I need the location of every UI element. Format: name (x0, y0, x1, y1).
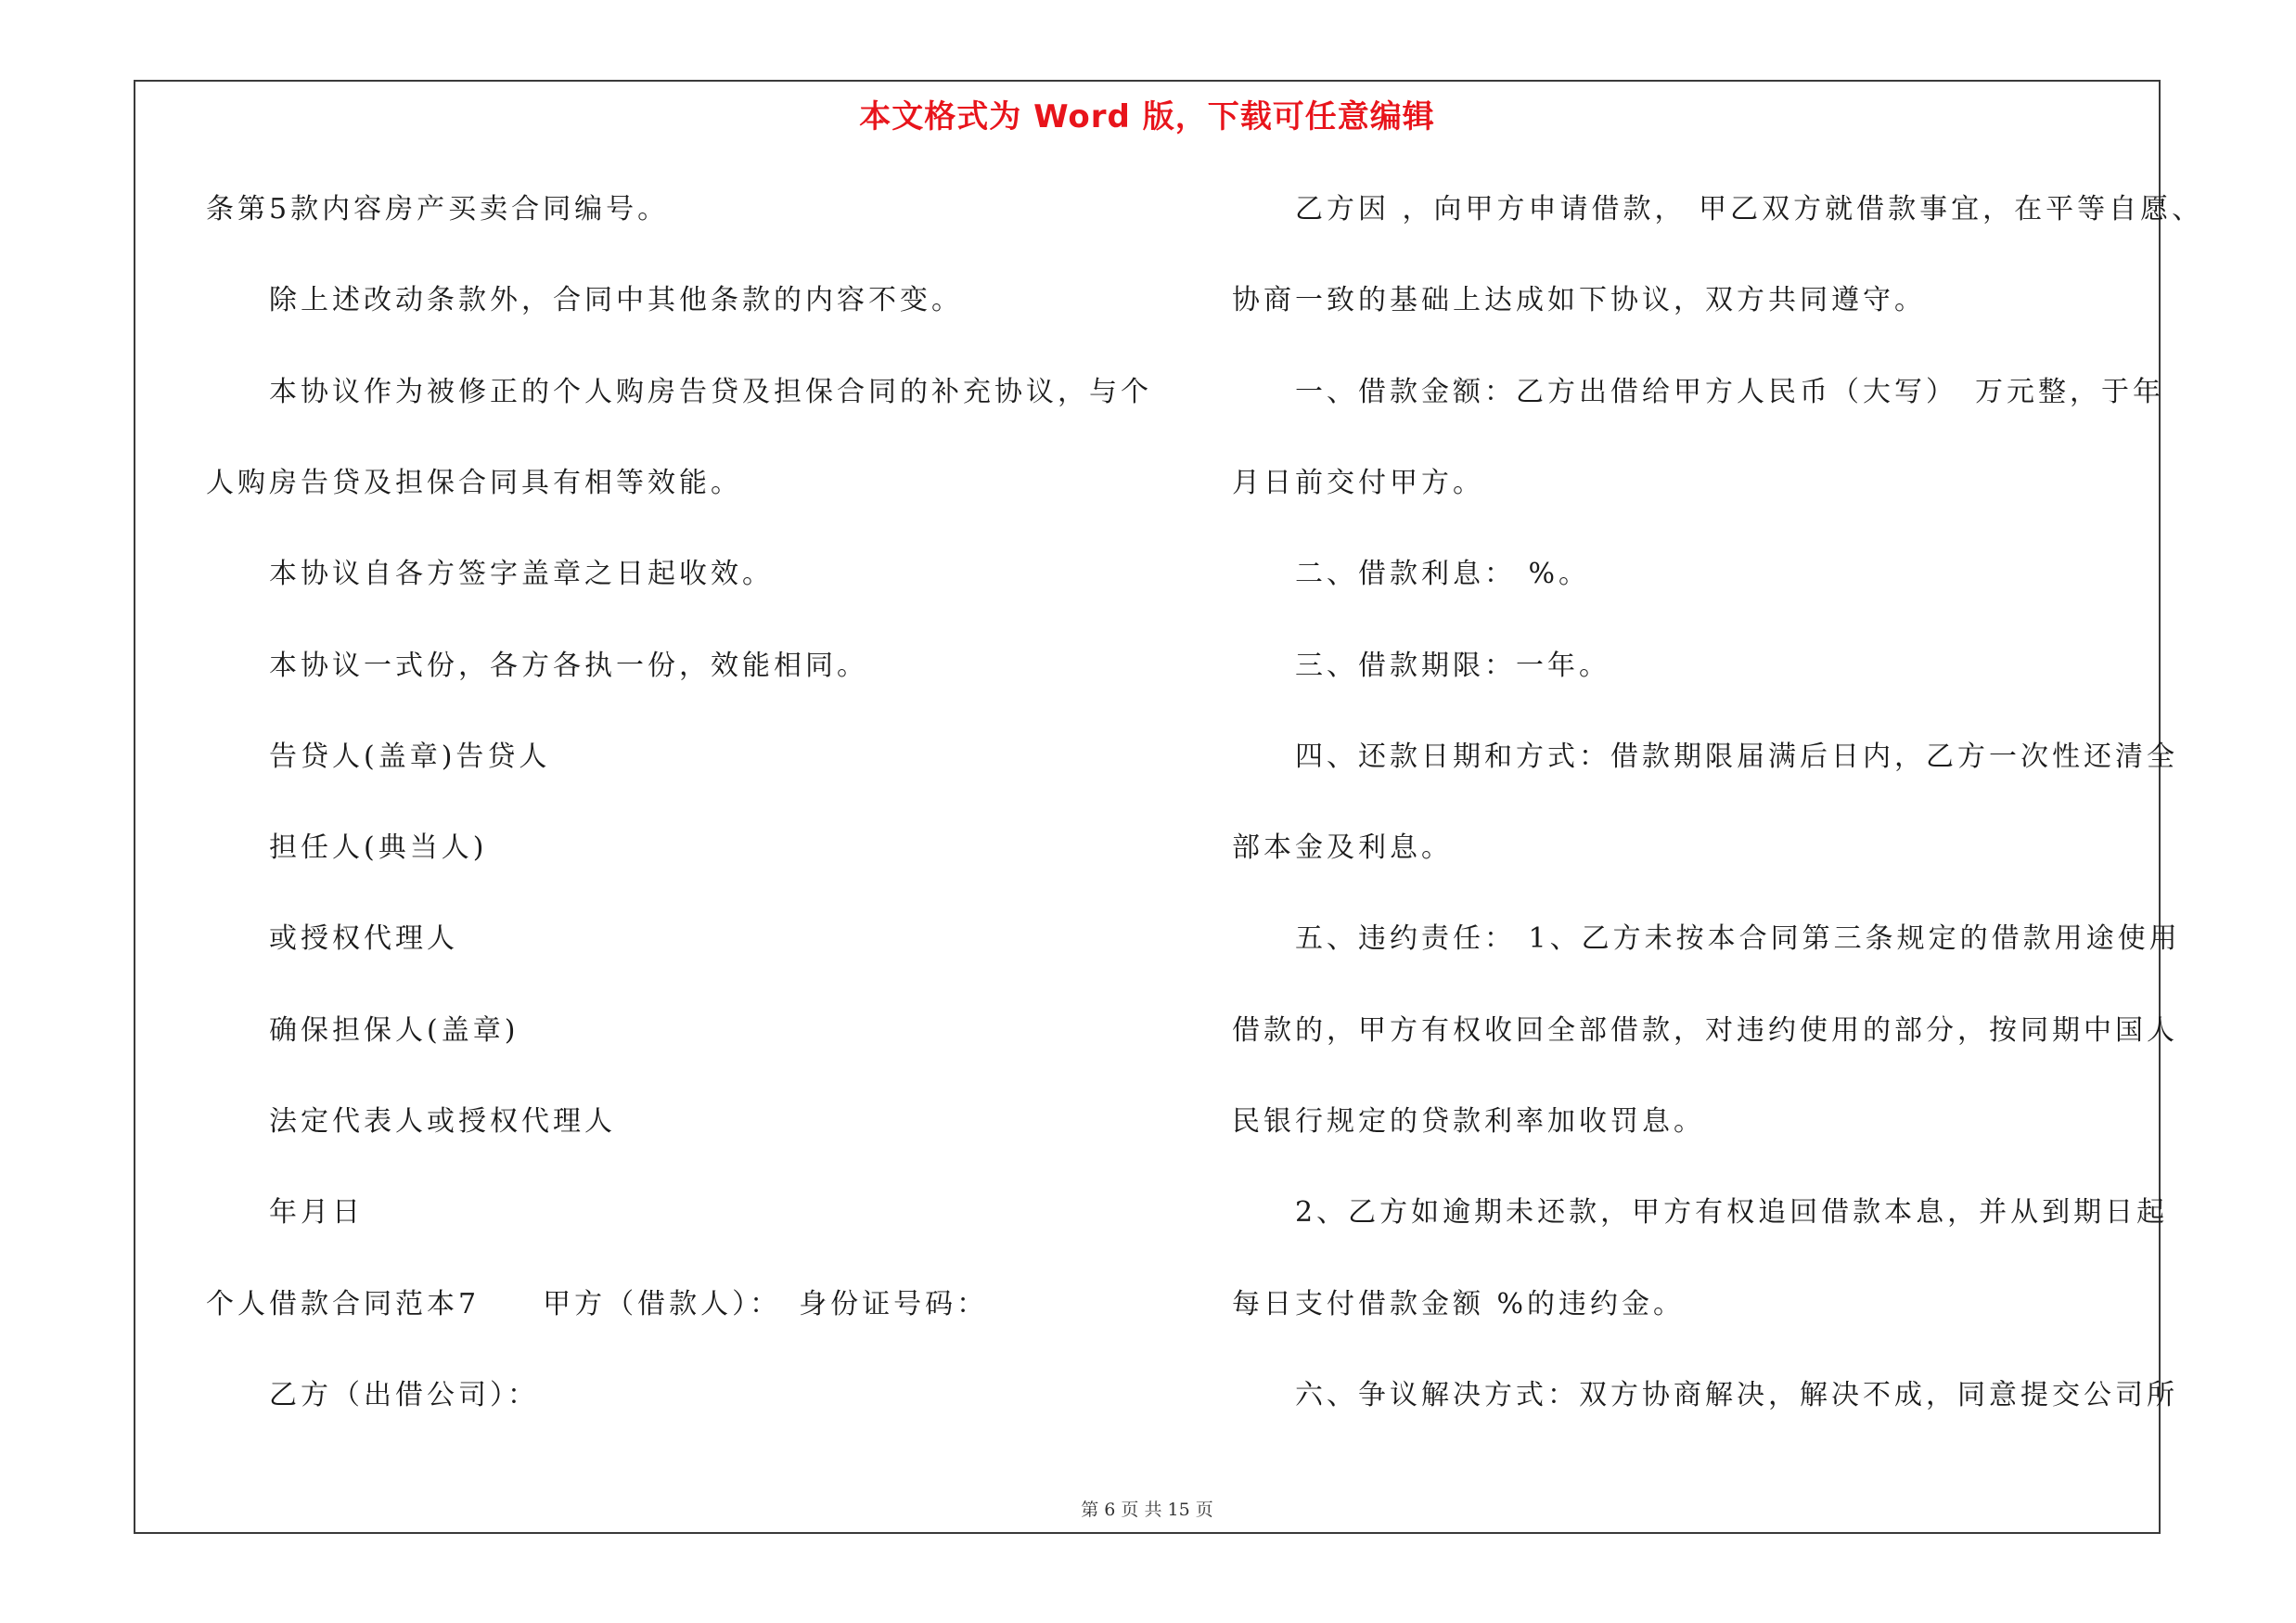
left-line-5: 本协议自各方签字盖章之日起收效。 (269, 558, 774, 590)
right-line-6: 三、借款期限：一年。 (1295, 650, 1610, 682)
left-line-10: 确保担保人(盖章) (269, 1014, 519, 1047)
right-line-1: 乙方因 ，向甲方申请借款， 甲乙双方就借款事宜，在平等自愿、 (1295, 193, 2204, 225)
right-line-8: 部本金及利息。 (1232, 831, 1453, 864)
right-line-14: 六、争议解决方式：双方协商解决，解决不成，同意提交公司所 (1295, 1379, 2178, 1411)
right-line-9: 五、违约责任： 1、乙方未按本合同第三条规定的借款用途使用 (1295, 922, 2181, 955)
left-line-4: 人购房告贷及担保合同具有相等效能。 (206, 467, 742, 499)
right-line-10: 借款的，甲方有权收回全部借款，对违约使用的部分，按同期中国人 (1232, 1014, 2178, 1047)
right-line-5: 二、借款利息： %。 (1295, 558, 1591, 590)
left-line-6: 本协议一式份，各方各执一份，效能相同。 (269, 650, 868, 682)
left-line-11: 法定代表人或授权代理人 (269, 1105, 616, 1138)
right-line-7: 四、还款日期和方式：借款期限届满后日内，乙方一次性还清全 (1295, 741, 2178, 773)
page-number-footer: 第 6 页 共 15 页 (1081, 1500, 1213, 1520)
document-banner: 本文格式为 Word 版，下载可任意编辑 (859, 98, 1435, 135)
right-line-4: 月日前交付甲方。 (1232, 467, 1484, 499)
right-line-13: 每日支付借款金额 %的违约金。 (1232, 1288, 1686, 1320)
left-line-12: 年月日 (269, 1196, 364, 1229)
left-line-7: 告贷人(盖章)告贷人 (269, 741, 551, 773)
page-frame (134, 80, 2204, 1534)
left-line-2: 除上述改动条款外，合同中其他条款的内容不变。 (269, 284, 963, 316)
right-line-11: 民银行规定的贷款利率加收罚息。 (1232, 1105, 1705, 1138)
left-line-1: 条第5款内容房产买卖合同编号。 (206, 193, 670, 225)
right-line-12: 2、乙方如逾期未还款，甲方有权追回借款本息，并从到期日起 (1295, 1196, 2169, 1229)
right-line-3: 一、借款金额：乙方出借给甲方人民币（大写） 万元整，于年 (1295, 376, 2164, 408)
left-line-3: 本协议作为被修正的个人购房告贷及担保合同的补充协议，与个 (269, 376, 1152, 408)
right-line-2: 协商一致的基础上达成如下协议，双方共同遵守。 (1232, 284, 1926, 316)
left-line-8: 担任人(典当人) (269, 831, 488, 864)
left-line-9: 或授权代理人 (269, 922, 458, 955)
left-line-13: 个人借款合同范本7 甲方（借款人）： 身份证号码： (206, 1288, 989, 1320)
left-line-14: 乙方（出借公司）： (269, 1379, 539, 1411)
